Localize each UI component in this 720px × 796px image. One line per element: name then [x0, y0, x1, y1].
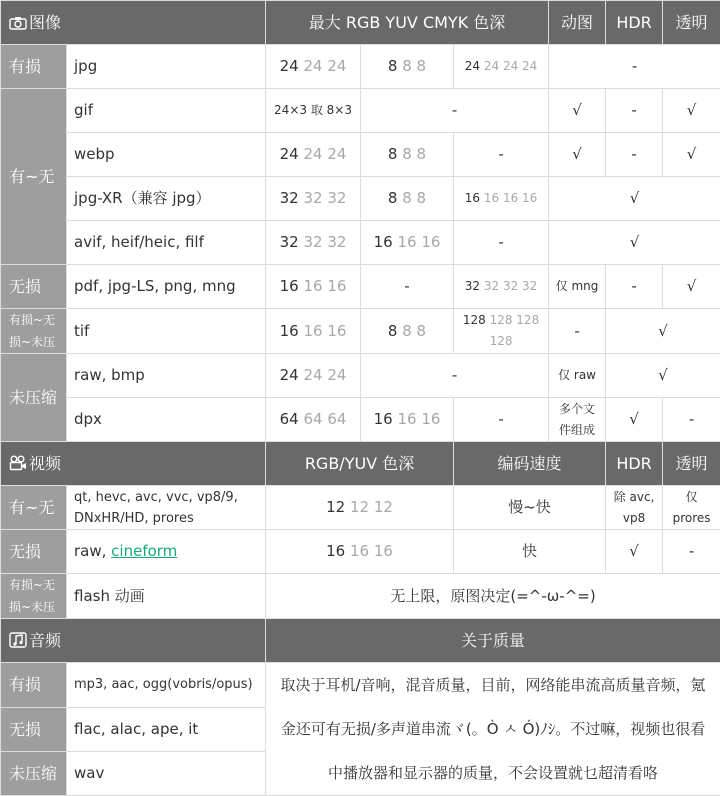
video-depth: 12 12 12	[266, 486, 454, 530]
video-camera-icon	[9, 455, 27, 471]
yuv-cmyk-depth: -	[361, 89, 549, 133]
table-row	[1, 133, 720, 177]
category-uncompressed: 未压缩	[1, 354, 67, 442]
format-webp: webp	[67, 133, 266, 177]
alpha-value: √	[663, 265, 720, 309]
category-lossy-lossless-uncompressed: 有损~无损~未压	[1, 309, 67, 354]
alpha-value: √	[663, 133, 720, 177]
col-hdr-header: HDR	[606, 1, 663, 45]
rgb-depth: 32 32 32	[266, 177, 361, 221]
alpha-value: -	[663, 530, 720, 574]
rgb-depth: 16 16 16	[266, 309, 361, 354]
format-jpg-xr: jpg-XR（兼容 jpg）	[67, 177, 266, 221]
cmyk-depth: -	[454, 133, 549, 177]
col-alpha-header: 透明	[663, 1, 720, 45]
anim-value: -	[549, 309, 606, 354]
hdr-value: -	[606, 265, 663, 309]
category-lossy-to-lossless: 有~无	[1, 486, 67, 530]
format-gif: gif	[67, 89, 266, 133]
yuv-depth: 8 8 8	[361, 133, 454, 177]
hdr-value: 除 avc, vp8	[606, 486, 663, 530]
anim-value: 多个文件组成	[549, 398, 606, 442]
yuv-depth: 8 8 8	[361, 45, 454, 89]
alpha-value: √	[663, 89, 720, 133]
format-flac: flac, alac, ape, it	[67, 707, 266, 752]
col-depth-header: 最大 RGB YUV CMYK 色深	[266, 1, 549, 45]
rgb-depth: 64 64 64	[266, 398, 361, 442]
category-lossy-to-lossless: 有~无	[1, 89, 67, 265]
yuv-depth: 16 16 16	[361, 221, 454, 265]
yuv-depth: 8 8 8	[361, 177, 454, 221]
table-row	[1, 89, 720, 133]
cmyk-depth: 32 32 32 32	[454, 265, 549, 309]
rgb-depth: 24 24 24	[266, 354, 361, 398]
table-row	[1, 530, 720, 574]
yuv-depth: -	[361, 265, 454, 309]
video-section-title: 视频	[29, 454, 61, 473]
audio-section-header	[1, 619, 266, 663]
anim-value: √	[549, 89, 606, 133]
table-row	[1, 265, 720, 309]
table-row	[1, 309, 720, 354]
format-video-codecs: qt, hevc, avc, vvc, vp8/9, DNxHR/HD, prores	[67, 486, 266, 530]
category-lossless: 无损	[1, 707, 67, 752]
alpha-value: -	[663, 398, 720, 442]
rgb-depth: 24 24 24	[266, 133, 361, 177]
camera-icon	[9, 16, 27, 30]
category-lossless: 无损	[1, 530, 67, 574]
rgb-depth: 24×3 取 8×3	[266, 89, 361, 133]
category-lossy: 有损	[1, 45, 67, 89]
table-row	[1, 663, 720, 708]
table-row	[1, 574, 720, 619]
table-row	[1, 354, 720, 398]
anim-value: 仅 raw	[549, 354, 606, 398]
rgb-depth: 32 32 32	[266, 221, 361, 265]
col-quality-header: 关于质量	[266, 619, 720, 663]
anim-hdr-alpha: √	[549, 177, 720, 221]
hdr-alpha: √	[606, 309, 720, 354]
format-jpg: jpg	[67, 45, 266, 89]
encode-speed: 慢~快	[454, 486, 606, 530]
flash-note: 无上限，原图决定(=^-ω-^=)	[266, 574, 720, 619]
table-row	[1, 45, 720, 89]
anim-hdr-alpha: -	[549, 45, 720, 89]
cmyk-depth: 128 128 128 128	[454, 309, 549, 354]
hdr-value: -	[606, 89, 663, 133]
hdr-value: √	[606, 398, 663, 442]
table-row	[1, 398, 720, 442]
rgb-depth: 16 16 16	[266, 265, 361, 309]
image-section-header	[1, 1, 266, 45]
cineform-link[interactable]: cineform	[111, 542, 177, 560]
video-depth: 16 16 16	[266, 530, 454, 574]
category-lossless: 无损	[1, 265, 67, 309]
table-row	[1, 486, 720, 530]
image-section-title: 图像	[29, 13, 61, 32]
category-uncompressed: 未压缩	[1, 752, 67, 796]
rgb-depth: 24 24 24	[266, 45, 361, 89]
format-mp3: mp3, aac, ogg(vobris/opus)	[67, 663, 266, 708]
hdr-alpha: √	[606, 354, 720, 398]
yuv-cmyk-depth: -	[361, 354, 549, 398]
format-flash: flash 动画	[67, 574, 266, 619]
col-anim-header: 动图	[549, 1, 606, 45]
hdr-value: √	[606, 530, 663, 574]
col-video-alpha-header: 透明	[663, 442, 720, 486]
cmyk-depth: -	[454, 221, 549, 265]
hdr-value: -	[606, 133, 663, 177]
alpha-value: 仅 prores	[663, 486, 720, 530]
category-lossy: 有损	[1, 663, 67, 708]
table-row	[1, 221, 720, 265]
anim-value: 仅 mng	[549, 265, 606, 309]
col-speed-header: 编码速度	[454, 442, 606, 486]
anim-value: √	[549, 133, 606, 177]
format-raw-cineform: raw, cineform	[67, 530, 266, 574]
table-row	[1, 177, 720, 221]
yuv-depth: 8 8 8	[361, 309, 454, 354]
format-raw-bmp: raw, bmp	[67, 354, 266, 398]
col-video-depth-header: RGB/YUV 色深	[266, 442, 454, 486]
cmyk-depth: 24 24 24 24	[454, 45, 549, 89]
format-pdf: pdf, jpg-LS, png, mng	[67, 265, 266, 309]
format-wav: wav	[67, 752, 266, 796]
cmyk-depth: -	[454, 398, 549, 442]
category-lossy-lossless-uncompressed: 有损~无损~未压	[1, 574, 67, 619]
format-avif: avif, heif/heic, filf	[67, 221, 266, 265]
music-note-icon	[9, 632, 27, 648]
audio-section-title: 音频	[29, 631, 61, 650]
format-tif: tif	[67, 309, 266, 354]
cmyk-depth: 16 16 16 16	[454, 177, 549, 221]
yuv-depth: 16 16 16	[361, 398, 454, 442]
encode-speed: 快	[454, 530, 606, 574]
video-section-header	[1, 442, 266, 486]
col-video-hdr-header: HDR	[606, 442, 663, 486]
anim-hdr-alpha: √	[549, 221, 720, 265]
quality-note: 取决于耳机/音响，混音质量，目前，网络能串流高质量音频，氪金还可有无损/多声道串流ヾ(。Ò ㅅ Ó)ﾉｼ。不过嘛，视频也很看中播放器和显示器的质量，不会设置就乜超清看咯	[266, 663, 720, 796]
format-dpx: dpx	[67, 398, 266, 442]
